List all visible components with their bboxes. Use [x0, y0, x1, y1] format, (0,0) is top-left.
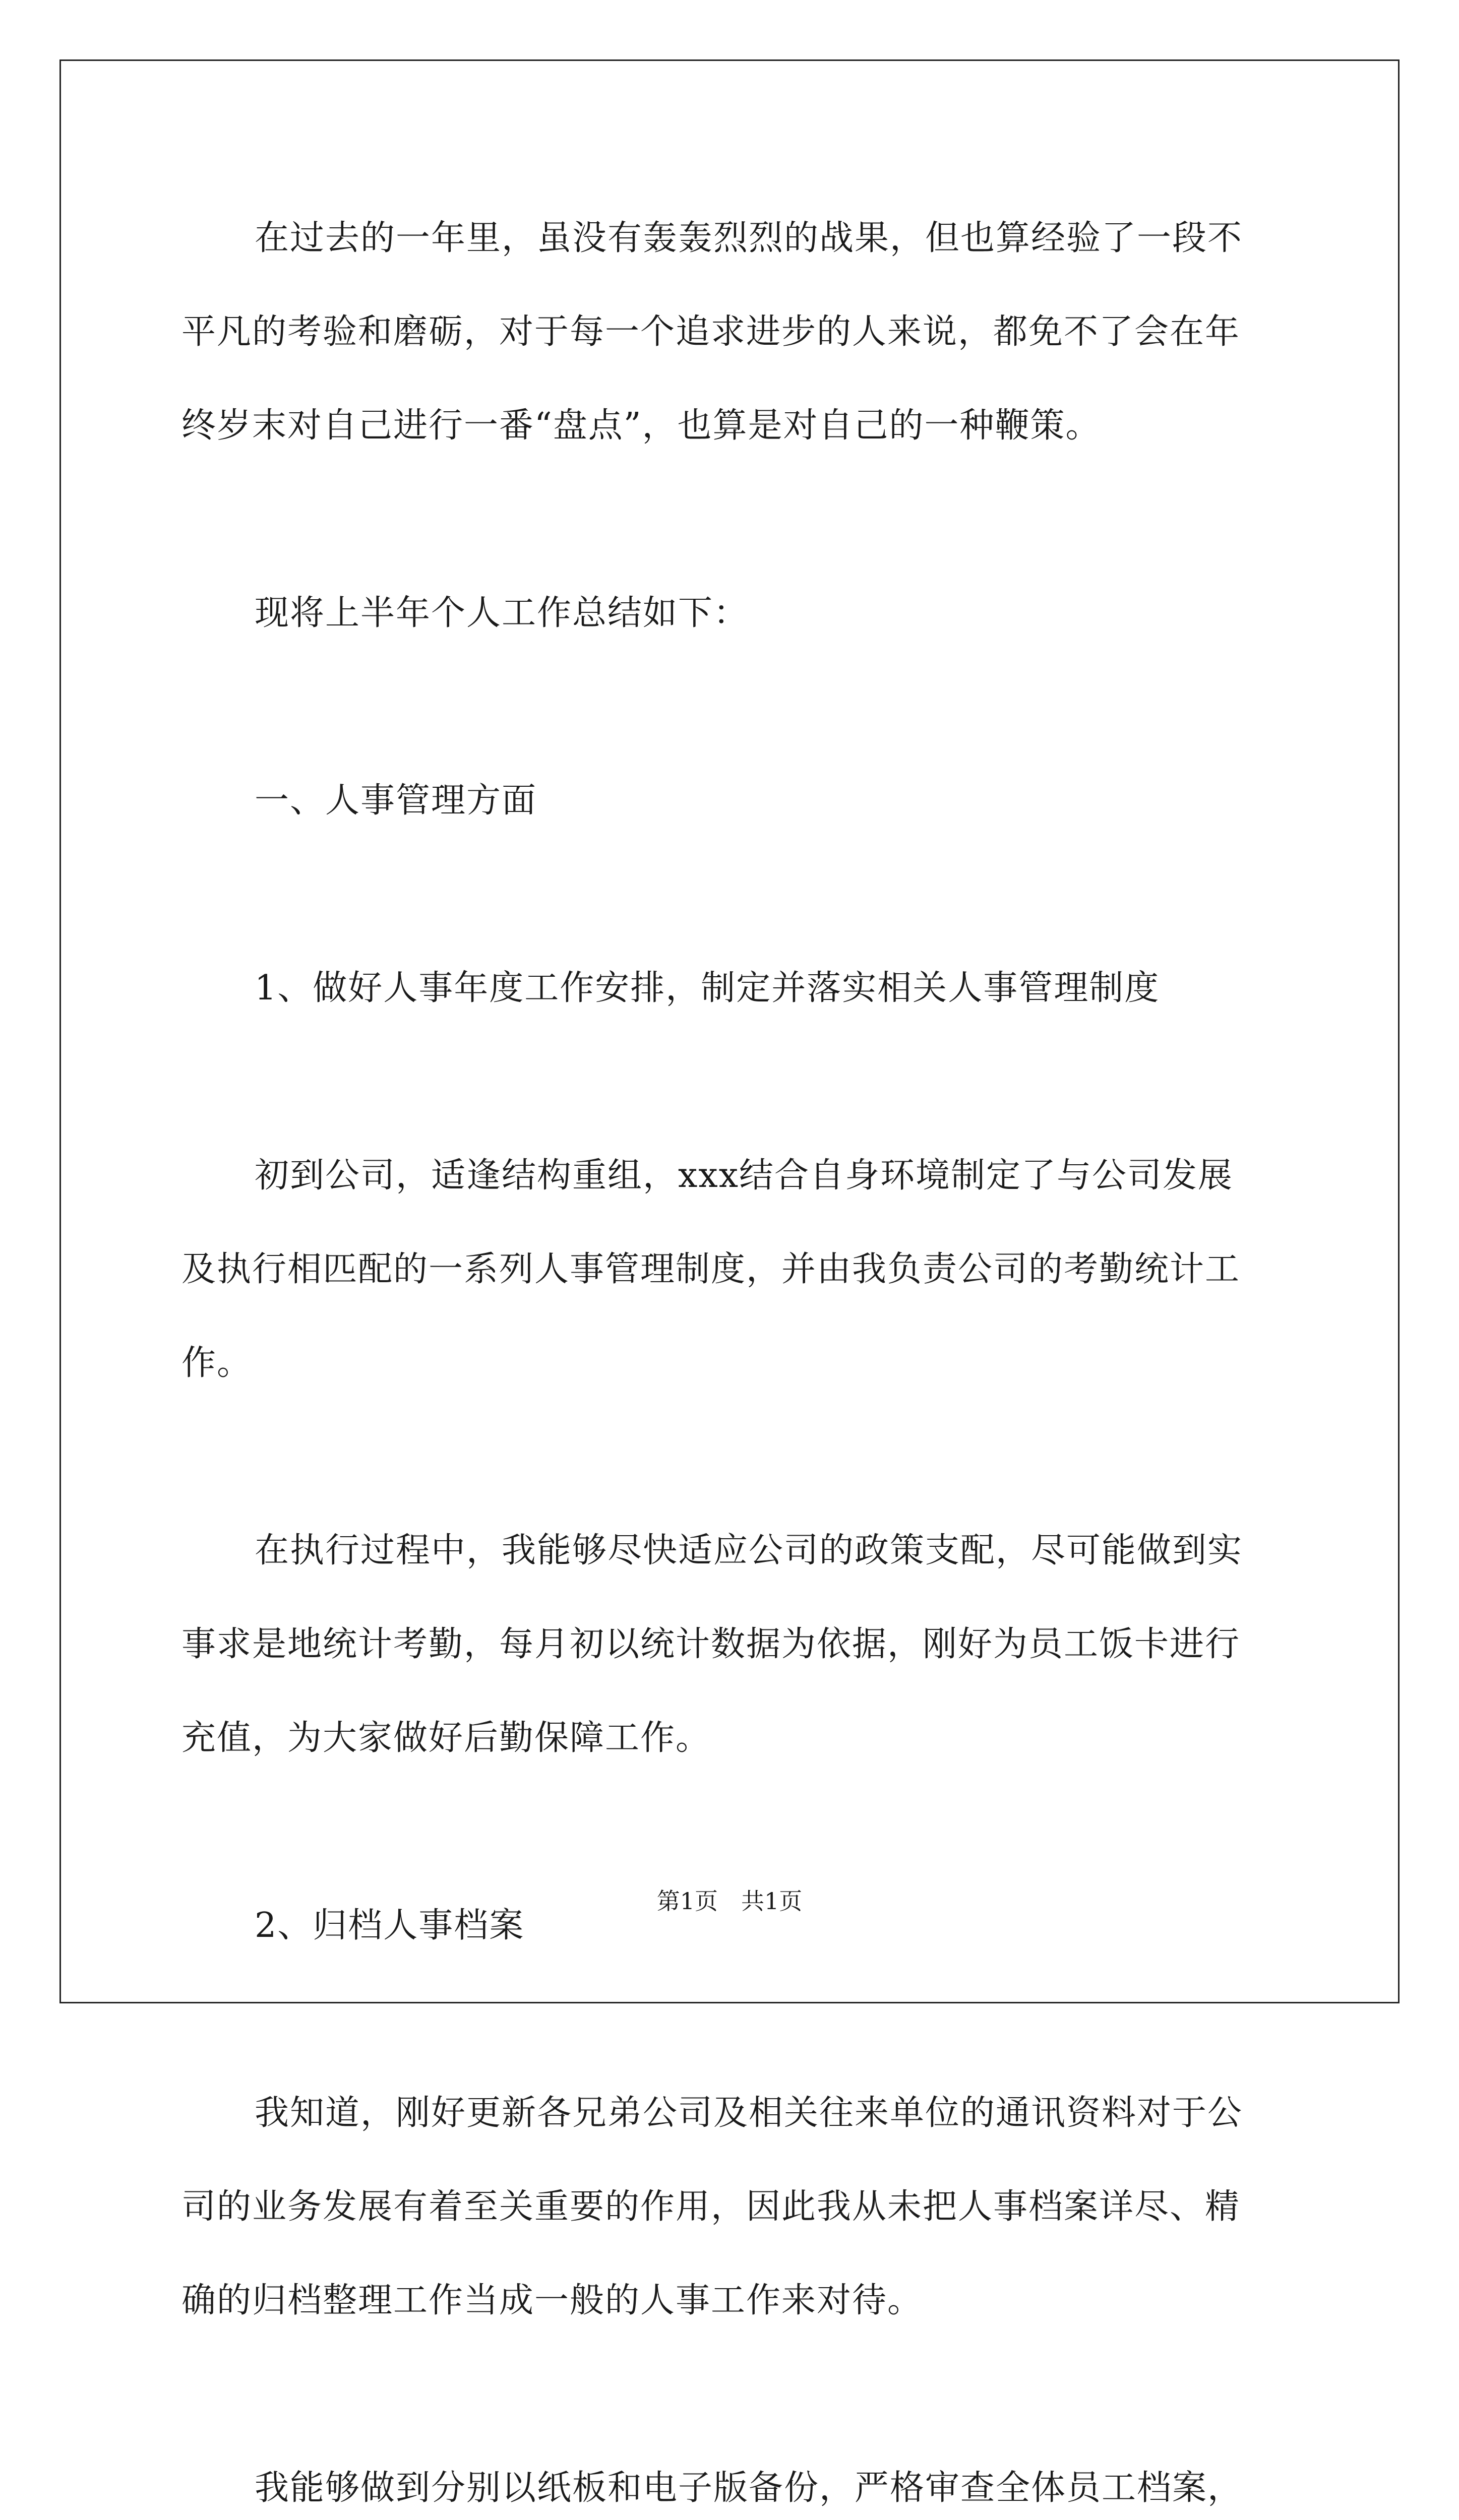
paragraph-line: 充值，为大家做好后勤保障工作。 — [181, 1718, 711, 1758]
document-body — [181, 192, 1286, 2520]
paragraph-line: 及执行相匹配的一系列人事管理制度，并由我负责公司的考勤统计工 — [181, 1249, 1241, 1289]
paragraph-line: 终岁末对自己进行一番“盘点”，也算是对自己的一种鞭策。 — [181, 406, 1101, 446]
paragraph-gap — [181, 2348, 1286, 2441]
paragraph-gap — [181, 1035, 1286, 1129]
page-footer: 第1页 共1页 — [656, 1887, 803, 1915]
paragraph-line: 在过去的一年里，虽没有轰轰烈烈的战果，但也算经验了一段不 — [255, 218, 1243, 258]
paragraph-gap — [181, 848, 1286, 941]
subsection-heading: 2、归档人事档案 — [255, 1906, 525, 1945]
paragraph-line: 确的归档整理工作当成一般的人事工作来对待。 — [181, 2281, 923, 2320]
paragraph-line: 现将上半年个人工作总结如下： — [255, 593, 749, 633]
section-heading: 一、人事管理方面 — [255, 781, 537, 821]
subsection-heading: 1、做好人事年度工作安排，制定并落实相关人事管理制度 — [255, 968, 1160, 1008]
paragraph-gap — [181, 473, 1286, 566]
paragraph-line: 事求是地统计考勤，每月初以统计数据为依据，刚好为员工饭卡进行 — [181, 1624, 1241, 1664]
paragraph-line: 初到公司，适逢结构重组，xxx结合自身环境制定了与公司发展 — [255, 1156, 1234, 1195]
paragraph-gap — [181, 660, 1286, 754]
paragraph-gap — [181, 1973, 1286, 2066]
paragraph-line: 司的业务发展有着至关重要的作用，因此我从未把人事档案详尽、精 — [181, 2187, 1241, 2227]
paragraph-line: 平凡的考验和磨砺，对于每一个追求进步的人来说，都免不了会在年 — [181, 312, 1241, 352]
paragraph-gap — [181, 1410, 1286, 1504]
paragraph-gap — [181, 1785, 1286, 1879]
paragraph-line: 在执行过程中，我能够尽快适应公司的政策支配，尽可能做到实 — [255, 1531, 1243, 1570]
paragraph-line: 我能够做到分别以纸板和电子版备份，严格审查全体员工档案， — [255, 2468, 1243, 2508]
paragraph-line: 我知道，刚好更新各兄弟公司及相关往来单位的通讯资料对于公 — [255, 2093, 1243, 2133]
paragraph-line: 作。 — [181, 1343, 253, 1383]
